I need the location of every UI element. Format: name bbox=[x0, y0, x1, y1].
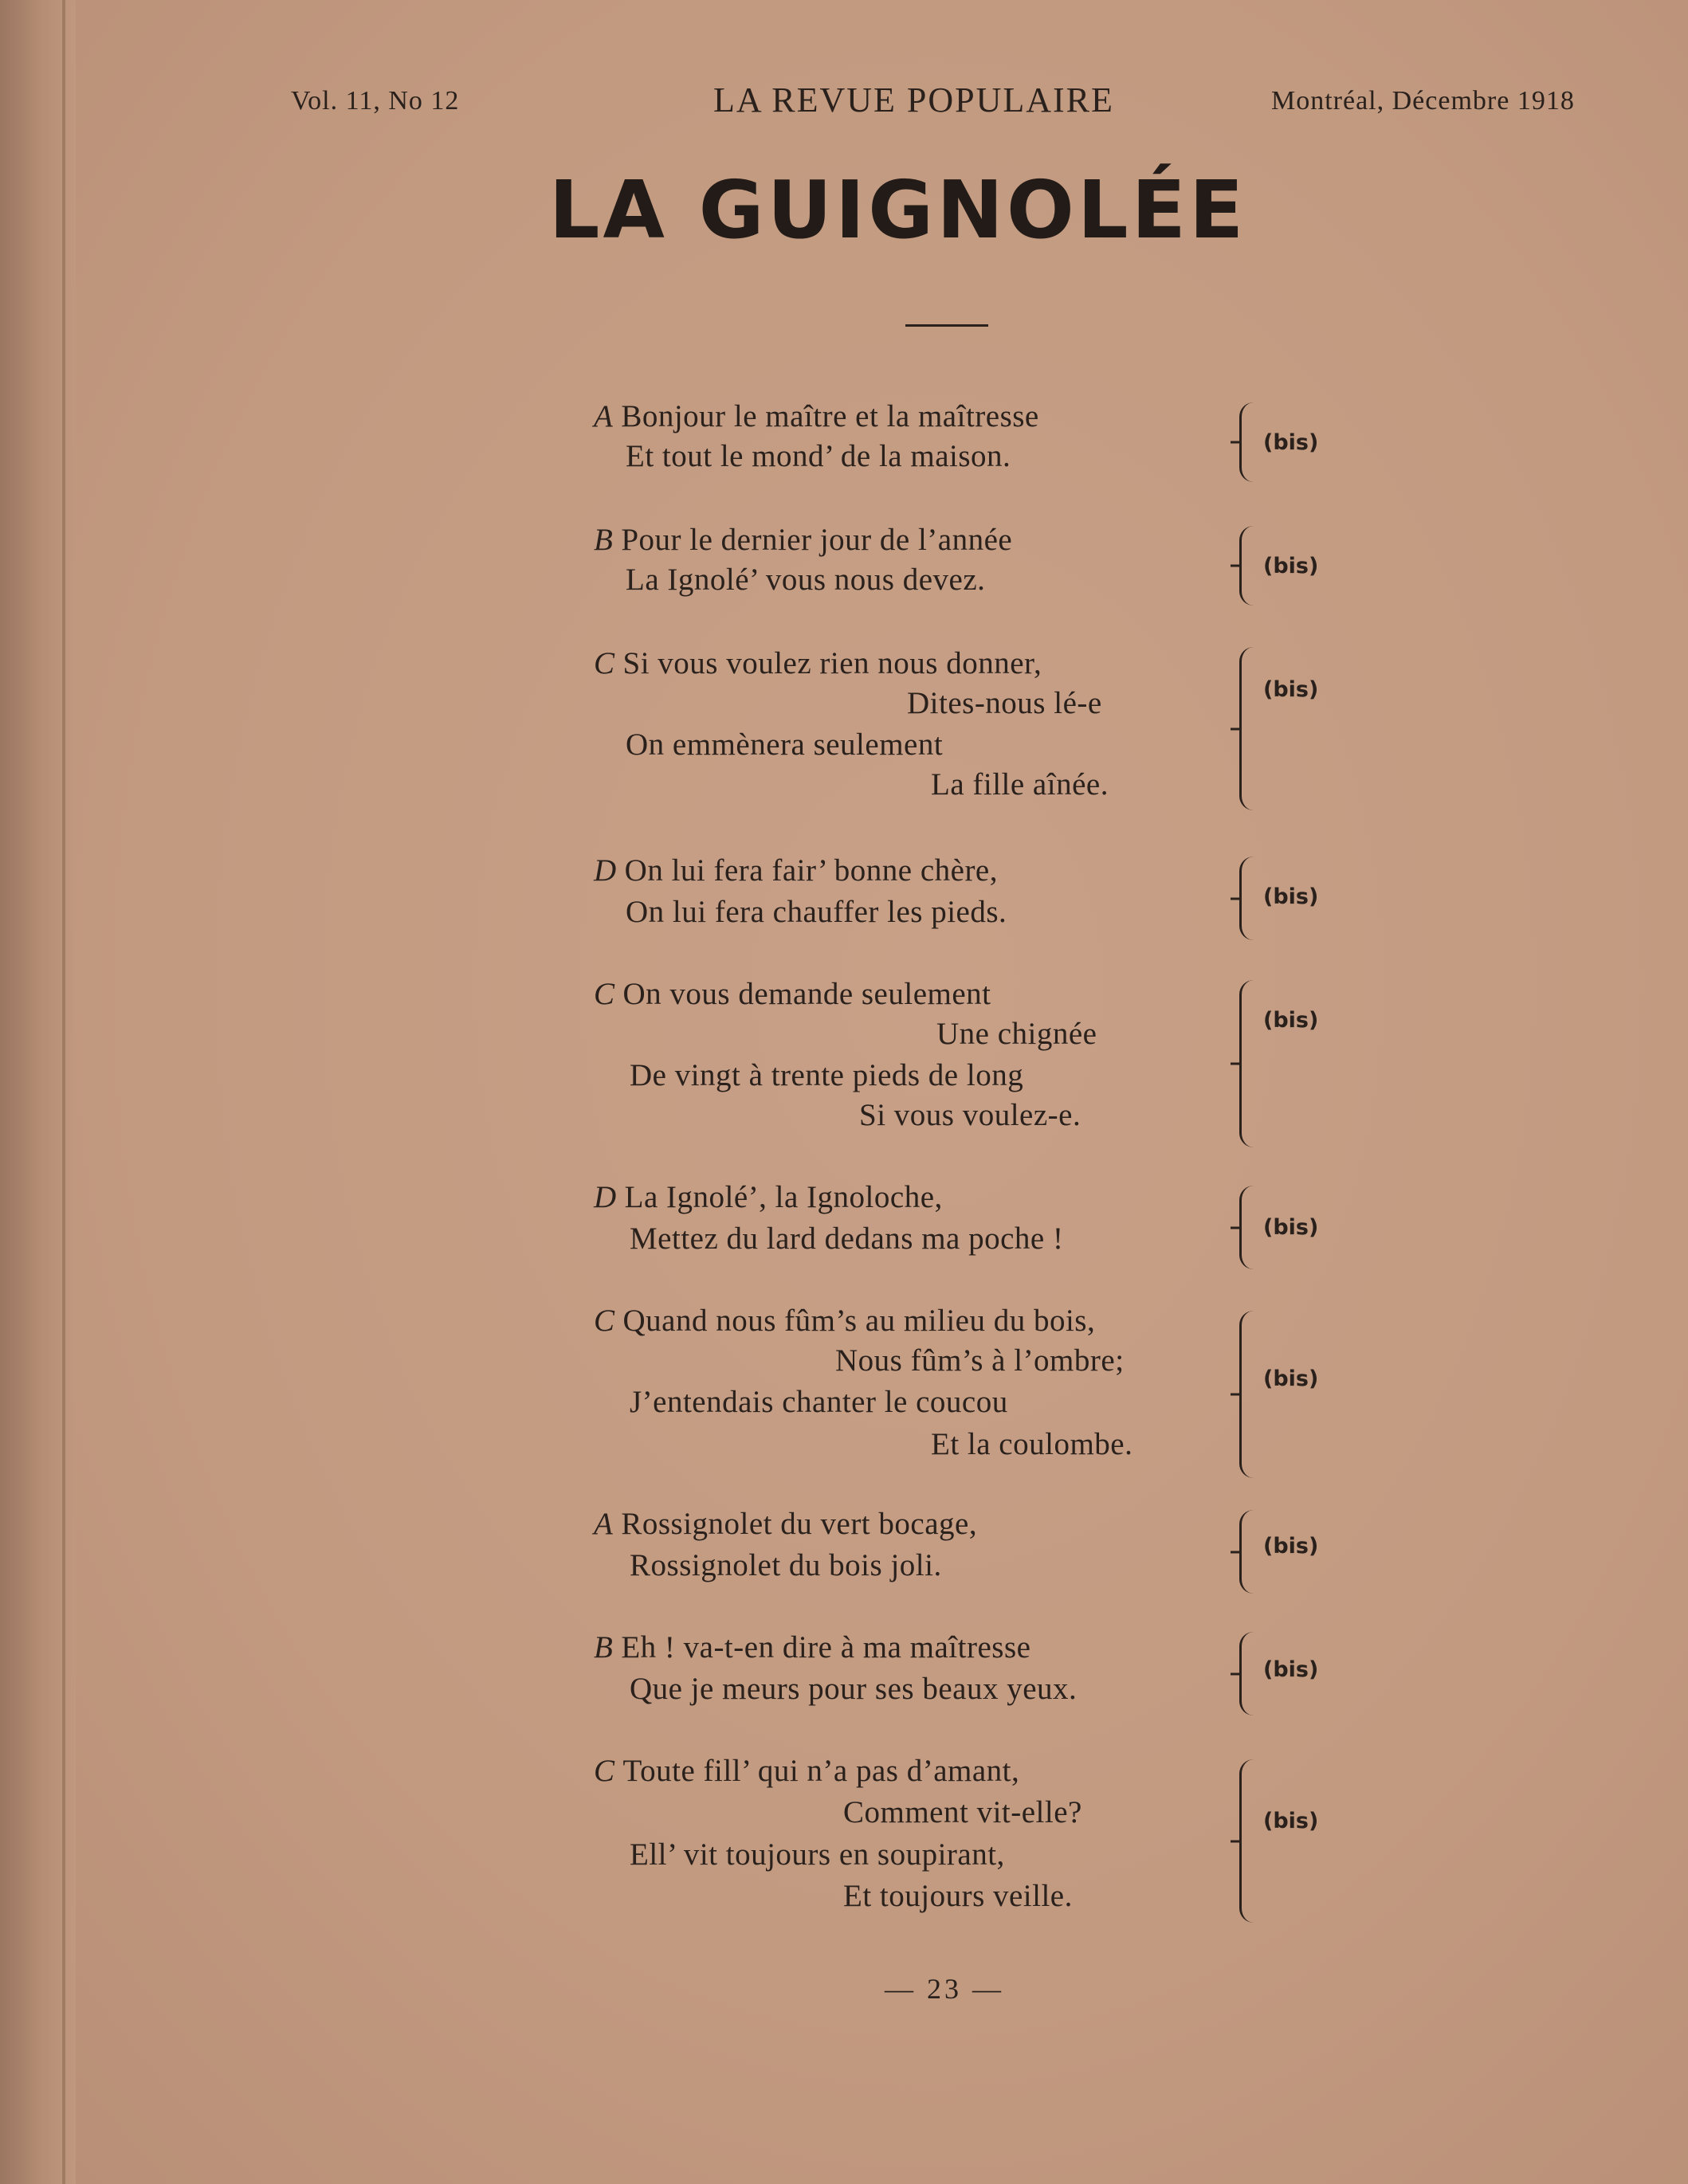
refrain-label: (bis) bbox=[1263, 884, 1319, 909]
refrain-brace bbox=[1239, 647, 1266, 810]
verse-text: Si vous voulez rien nous donner, bbox=[622, 646, 1042, 680]
verse-line bbox=[594, 1303, 1095, 1339]
verse-line bbox=[594, 522, 1012, 558]
stanza-letter: A bbox=[594, 1507, 614, 1541]
refrain-brace bbox=[1239, 1186, 1266, 1269]
verse-line: La fille aînée. bbox=[931, 767, 1109, 802]
verse-text: Toute fill’ qui n’a pas d’amant, bbox=[622, 1754, 1020, 1788]
verse-line bbox=[594, 1629, 1030, 1665]
page-number: — 23 — bbox=[885, 1973, 1004, 2005]
stanza-letter: D bbox=[594, 853, 617, 888]
refrain-label: (bis) bbox=[1263, 430, 1319, 455]
refrain-label: (bis) bbox=[1263, 1215, 1319, 1240]
verse-line: Que je meurs pour ses beaux yeux. bbox=[630, 1672, 1078, 1706]
stanza-letter: C bbox=[594, 646, 615, 680]
verse-text: Pour le dernier jour de l’année bbox=[621, 523, 1013, 557]
verse-line: Et tout le mond’ de la maison. bbox=[626, 439, 1011, 473]
refrain-label: (bis) bbox=[1263, 1008, 1319, 1033]
verse-text: Bonjour le maître et la maîtresse bbox=[621, 399, 1039, 433]
verse-line: On lui fera chauffer les pieds. bbox=[626, 895, 1007, 929]
verse-line: Si vous voulez-e. bbox=[859, 1098, 1081, 1132]
refrain-brace bbox=[1239, 1632, 1266, 1715]
refrain-label: (bis) bbox=[1263, 1809, 1319, 1833]
verse-line bbox=[594, 976, 991, 1012]
verse-line: Nous fûm’s à l’ombre; bbox=[835, 1343, 1125, 1378]
verse-line bbox=[594, 645, 1042, 681]
stanza-letter: B bbox=[594, 523, 614, 557]
verse-text: Quand nous fûm’s au milieu du bois, bbox=[622, 1304, 1096, 1338]
verse-line: J’entendais chanter le coucou bbox=[630, 1385, 1008, 1419]
verse-line: Une chignée bbox=[936, 1017, 1097, 1051]
title-rule bbox=[905, 324, 988, 327]
verse-text: On lui fera fair’ bonne chère, bbox=[624, 853, 998, 888]
refrain-label: (bis) bbox=[1263, 1366, 1319, 1391]
header-volume: Vol. 11, No 12 bbox=[291, 86, 460, 116]
verse-text: La Ignolé’, la Ignoloche, bbox=[624, 1180, 943, 1214]
stanza-letter: C bbox=[594, 1754, 615, 1788]
stanza-letter: B bbox=[594, 1630, 614, 1664]
verse-line: Mettez du lard dedans ma poche ! bbox=[630, 1221, 1064, 1256]
verse-line: Et toujours veille. bbox=[843, 1879, 1073, 1913]
header-place-date: Montréal, Décembre 1918 bbox=[1271, 86, 1575, 116]
verse-line: Et la coulombe. bbox=[931, 1427, 1133, 1461]
header-publication: LA REVUE POPULAIRE bbox=[713, 80, 1114, 120]
verse-text: On vous demande seulement bbox=[622, 977, 991, 1011]
verse-line bbox=[594, 1179, 943, 1215]
stanza-letter: C bbox=[594, 1304, 615, 1338]
verse-line bbox=[594, 1753, 1019, 1789]
refrain-brace bbox=[1239, 1311, 1266, 1478]
verse-line: On emmènera seulement bbox=[626, 727, 944, 762]
stanza-letter: C bbox=[594, 977, 615, 1011]
stanza-letter: D bbox=[594, 1180, 617, 1214]
refrain-brace bbox=[1239, 526, 1266, 606]
verse-line: Rossignolet du bois joli. bbox=[630, 1548, 942, 1582]
refrain-label: (bis) bbox=[1263, 554, 1319, 578]
verse-line: Dites-nous lé-e bbox=[907, 686, 1102, 720]
refrain-label: (bis) bbox=[1263, 1657, 1319, 1682]
verse-line bbox=[594, 398, 1039, 434]
page-title: LA GUIGNOLÉE bbox=[548, 163, 1247, 257]
verse-text: Rossignolet du vert bocage, bbox=[621, 1507, 978, 1541]
verse-line bbox=[594, 853, 998, 888]
refrain-brace bbox=[1239, 1759, 1266, 1923]
refrain-label: (bis) bbox=[1263, 1534, 1319, 1559]
verse-line: Comment vit-elle? bbox=[843, 1795, 1082, 1829]
refrain-brace bbox=[1239, 857, 1266, 940]
verse-line: La Ignolé’ vous nous devez. bbox=[626, 563, 986, 597]
refrain-brace bbox=[1239, 980, 1266, 1147]
verse-line: Ell’ vit toujours en soupirant, bbox=[630, 1837, 1005, 1872]
refrain-brace bbox=[1239, 1510, 1266, 1594]
refrain-label: (bis) bbox=[1263, 677, 1319, 702]
verse-text: Eh ! va-t-en dire à ma maîtresse bbox=[621, 1630, 1031, 1664]
refrain-brace bbox=[1239, 402, 1266, 482]
stanza-letter: A bbox=[594, 399, 614, 433]
verse-line bbox=[594, 1506, 977, 1542]
verse-line: De vingt à trente pieds de long bbox=[630, 1058, 1024, 1092]
binding-edge-line bbox=[62, 0, 65, 2184]
